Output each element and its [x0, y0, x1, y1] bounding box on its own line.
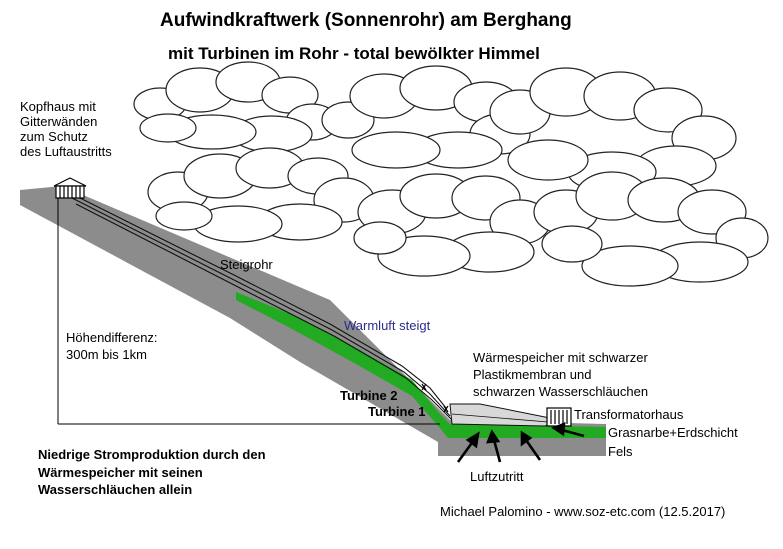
clouds [134, 62, 768, 286]
page-title: Aufwindkraftwerk (Sonnenrohr) am Berghang [160, 10, 572, 31]
label-kopfhaus-line-1: Kopfhaus mit [20, 99, 96, 114]
kopfhaus-icon [54, 178, 86, 198]
label-waermespeicher-line-2: Plastikmembran und [473, 366, 592, 382]
page-subtitle: mit Turbinen im Rohr - total bewölkter Himmel [168, 44, 540, 63]
note-low-production [38, 446, 266, 499]
label-turbine-2: Turbine 2 [340, 388, 398, 403]
label-kopfhaus-line-4: des Luftaustritts [20, 143, 112, 159]
cloud-far-right [534, 172, 768, 286]
label-hoehendifferenz [66, 330, 158, 364]
label-luftzutritt: Luftzutritt [470, 469, 524, 484]
credit-line: Michael Palomino - www.soz-etc.com (12.5.2017) [440, 504, 726, 519]
label-kopfhaus [20, 100, 112, 160]
heat-storage [450, 404, 560, 426]
label-turbine-1: Turbine 1 [368, 404, 426, 419]
note-line-3: Wasserschläuchen allein [38, 482, 193, 498]
label-steigrohr: Steigrohr [220, 257, 273, 272]
cloud-center [354, 174, 550, 276]
cloud-left [134, 62, 338, 152]
label-waermespeicher-line-3: schwarzen Wasserschläuchen [473, 383, 649, 399]
label-waermespeicher [473, 350, 648, 401]
label-kopfhaus-line-3: zum Schutz [20, 128, 88, 144]
label-hoehe-line-1: Höhendifferenz: [66, 330, 158, 345]
note-line-2: Wärmespeicher mit seinen [38, 464, 203, 480]
label-hoehe-line-2: 300m bis 1km [66, 346, 147, 362]
label-transformatorhaus: Transformatorhaus [574, 407, 684, 422]
label-kopfhaus-line-2: Gitterwänden [20, 113, 98, 129]
cloud-lower [148, 148, 374, 242]
label-warmluft: Warmluft steigt [344, 318, 431, 333]
label-fels: Fels [608, 444, 633, 459]
note-line-1: Niedrige Stromproduktion durch den [38, 447, 266, 462]
transformer-house-icon [547, 408, 571, 426]
label-grasnarbe: Grasnarbe+Erdschicht [608, 425, 738, 440]
label-waermespeicher-line-1: Wärmespeicher mit schwarzer [473, 350, 648, 365]
